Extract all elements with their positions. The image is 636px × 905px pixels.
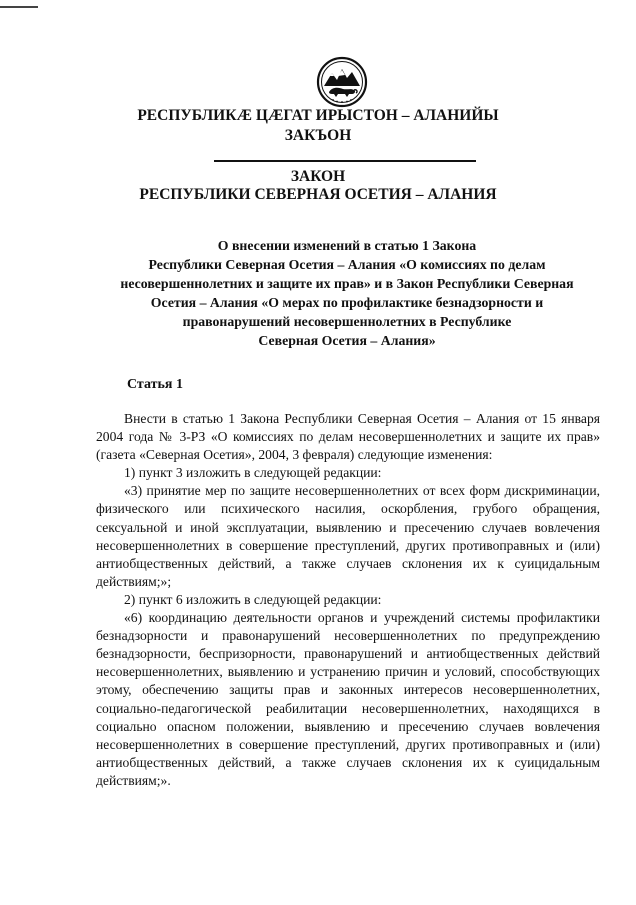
republic-name-russian: РЕСПУБЛИКИ СЕВЕРНАЯ ОСЕТИЯ – АЛАНИЯ (139, 186, 497, 203)
republic-name-ossetian: РЕСПУБЛИКӔ ЦӔГАТ ИРЫСТОН – АЛАНИЙЫ (137, 107, 499, 124)
law-word-ossetian: ЗАКЪОН (284, 127, 352, 144)
article-body (96, 410, 600, 790)
body-paragraph: 2) пункт 6 изложить в следующей редакции: (124, 591, 382, 607)
header-divider (214, 160, 476, 162)
law-title (92, 236, 602, 350)
law-title-line: Осетия – Алания «О мерах по профилактике безнадзорности и (150, 295, 544, 310)
body-paragraph: Внести в статью 1 Закона Республики Северная Осетия – Алания от 15 января 2004 года № 3-РЗ «О комиссиях по делам несовершеннолетних и защите их прав» (газета «Северная Осетия», 2004, 3 февраля) следующие изменения: (96, 411, 600, 463)
law-title-line: Северная Осетия – Алания» (258, 333, 436, 348)
body-paragraph: «3) принятие мер по защите несовершеннолетних от всех форм дискриминации, физического или психического насилия, оскорбления, грубого обращения, сексуальной и иной эксплуатации, выявлению и пресечению случаев вовлечения несовершеннолетних в совершение преступлений, других противоправных и (или) антиобщественных действий, а также случаев склонения их к суицидальным действиям;»; (96, 483, 600, 589)
law-title-line: несовершеннолетних и защите их прав» и в Закон Республики Северная (120, 276, 574, 291)
scan-corner-mark (0, 6, 38, 8)
coat-of-arms-icon (316, 56, 368, 108)
law-title-line: правонарушений несовершеннолетних в Республике (182, 314, 512, 329)
body-paragraph: «6) координацию деятельности органов и учреждений системы профилактики безнадзорности и правонарушений несовершеннолетних по предупреждению безнадзорности, беспризорности, правонарушений и антиобщественных действий несовершеннолетних, выявлению и устранению причин и условий, способствующих этому, обеспечению защиты прав и законных интересов несовершеннолетних, социально-педагогической реабилитации несовершеннолетних, находящихся в социально опасном положении, выявлению и пресечению случаев вовлечения несовершеннолетних в совершение преступлений, других противоправных и (или) антиобщественных действий, а также случаев склонения их к суицидальным действиям;». (96, 610, 600, 788)
law-title-line: Республики Северная Осетия – Алания «О комиссиях по делам (148, 257, 546, 272)
body-paragraph: 1) пункт 3 изложить в следующей редакции: (124, 465, 382, 481)
law-word-russian: ЗАКОН (290, 168, 346, 185)
article-heading: Статья 1 (127, 377, 183, 392)
law-title-line: О внесении изменений в статью 1 Закона (217, 238, 477, 253)
